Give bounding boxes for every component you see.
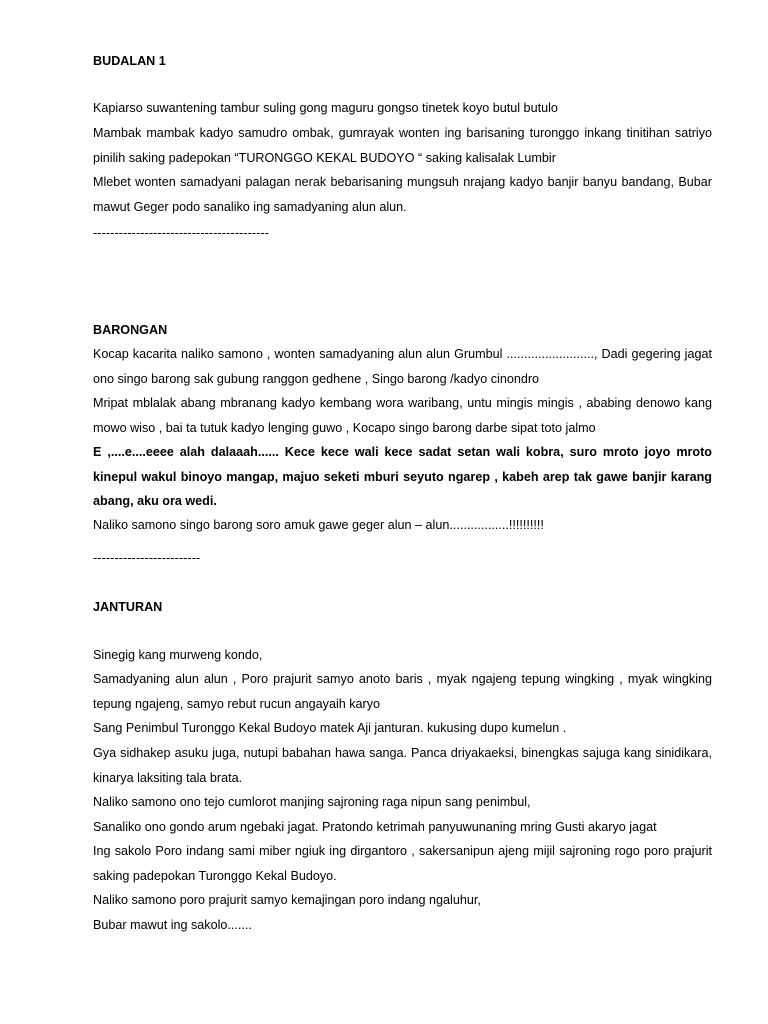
janturan-line-9: Bubar mawut ing sakolo....... bbox=[93, 918, 252, 932]
janturan-line-6: Sanaliko ono gondo arum ngebaki jagat. Pratondo ketrimah panyuwunaning mring Gusti akaryo jagat bbox=[93, 820, 657, 834]
budalan-line-2: Mambak mambak kadyo samudro ombak, gumrayak wonten ing barisaning turonggo inkang tinitihan satriyo pinilih saking padepokan “TURONGGO KEKAL BUDOYO “ saking kalisalak Lumbir bbox=[93, 126, 712, 165]
janturan-line-4: Gya sidhakep asuku juga, nutupi babahan hawa sanga. Panca driyakaeksi, binengkas sajuga kang sinidikara, kinarya laksiting tala brata. bbox=[93, 746, 712, 785]
heading-barongan: BARONGAN bbox=[93, 323, 168, 337]
budalan-line-3: Mlebet wonten samadyani palagan nerak bebarisaning mungsuh nrajang kadyo banjir banyu bandang, Bubar mawut Geger podo sanaliko ing samadyaning alun alun. bbox=[93, 175, 712, 214]
divider-barongan: ------------------------- bbox=[93, 551, 201, 565]
heading-janturan: JANTURAN bbox=[93, 600, 163, 614]
janturan-line-1: Sinegig kang murweng kondo, bbox=[93, 648, 263, 662]
janturan-line-3: Sang Penimbul Turonggo Kekal Budoyo matek Aji janturan. kukusing dupo kumelun . bbox=[93, 721, 567, 735]
budalan-line-1: Kapiarso suwantening tambur suling gong maguru gongso tinetek koyo butul butulo bbox=[93, 101, 558, 115]
janturan-line-8: Naliko samono poro prajurit samyo kemajingan poro indang ngaluhur, bbox=[93, 893, 481, 907]
janturan-line-2: Samadyaning alun alun , Poro prajurit samyo anoto baris , myak ngajeng tepung wingking , myak wingking tepung ngajeng, samyo rebut rucun angayaih karyo bbox=[93, 672, 712, 711]
janturan-line-7: Ing sakolo Poro indang sami miber ngiuk ing dirgantoro , sakersanipun ajeng mijil sajroning rogo poro prajurit saking padepokan Turonggo Kekal Budoyo. bbox=[93, 844, 712, 883]
barongan-line-4: Naliko samono singo barong soro amuk gawe geger alun – alun.................!!!!!!!!!! bbox=[93, 518, 544, 532]
barongan-line-2: Mripat mblalak abang mbranang kadyo kembang wora waribang, untu mingis mingis , ababing denowo kang mowo wiso , bai ta tutuk kadyo lenging guwo , Kocapo singo barong darbe sipat toto jalmo bbox=[93, 396, 712, 435]
barongan-line-3: E ,....e....eeee alah dalaaah...... Kece kece wali kece sadat setan wali kobra, suro mroto joyo mroto kinepul wakul binoyo mangap, majuo seketi mburi seyuto ngarep , kabeh arep tak gawe banjir karang abang, aku ora wedi. bbox=[93, 445, 712, 508]
heading-budalan: BUDALAN 1 bbox=[93, 54, 166, 68]
divider-budalan: ----------------------------------------- bbox=[93, 226, 270, 240]
janturan-line-5: Naliko samono ono tejo cumlorot manjing sajroning raga nipun sang penimbul, bbox=[93, 795, 531, 809]
barongan-line-1: Kocap kacarita naliko samono , wonten samadyaning alun alun Grumbul ........................., Dadi gegering jagat ono singo barong sak gubung ranggon gedhene , Singo barong /kadyo cinondro bbox=[93, 347, 712, 386]
